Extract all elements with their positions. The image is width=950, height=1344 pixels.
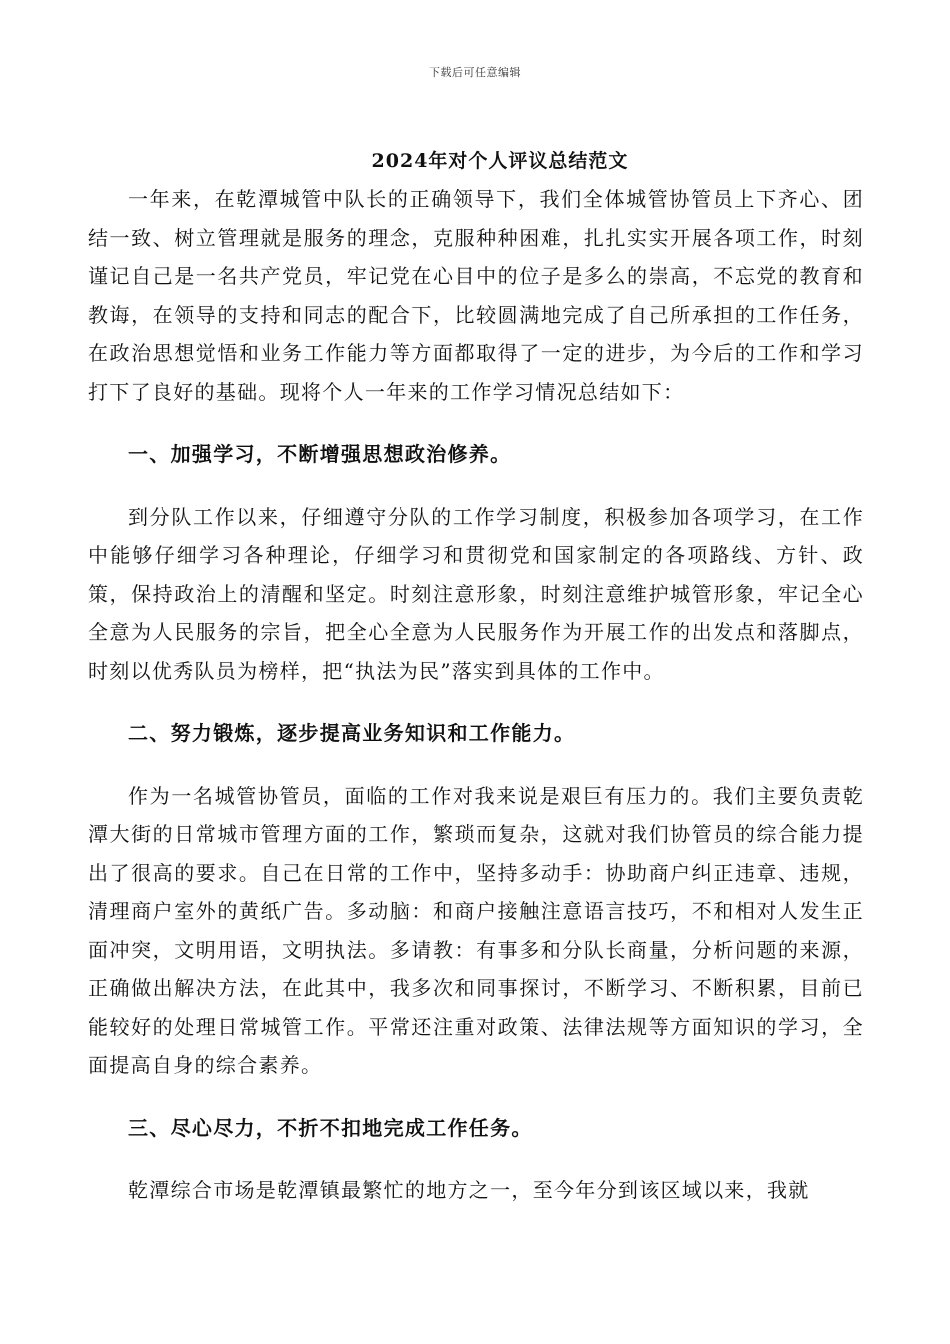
section-spacer (88, 411, 864, 435)
document-title: 2024年对个人评议总结范文 (371, 150, 629, 172)
section-spacer (88, 1147, 864, 1171)
intro-paragraph: 一年来，在乾潭城管中队长的正确领导下，我们全体城管协管员上下齐心、团结一致、树立管理就是服务的理念，克服种种困难，扎扎实实开展各项工作，时刻谨记自己是一名共产党员，牢记党在心目中的位子是多么的崇高，不忘党的教育和教诲，在领导的支持和同志的配合下，比较圆满地完成了自己所承担的工作任务，在政治思想觉悟和业务工作能力等方面都取得了一定的进步，为今后的工作和学习打下了良好的基础。现将个人一年来的工作学习情况总结如下： (88, 187, 864, 404)
section-heading-1: 一、加强学习，不断增强思想政治修养。 (128, 442, 512, 466)
section-spacer (88, 753, 864, 777)
section-heading-3: 三、尽心尽力，不折不扣地完成工作任务。 (128, 1115, 533, 1140)
document-body (88, 180, 864, 1210)
section-body-1: 到分队工作以来，仔细遵守分队的工作学习制度，积极参加各项学习，在工作中能够仔细学习各种理论，仔细学习和贯彻党和国家制定的各项路线、方针、政策，保持政治上的清醒和坚定。时刻注意形象，时刻注意维护城管形象，牢记全心全意为人民服务的宗旨，把全心全意为人民服务作为开展工作的出发点和落脚点，时刻以优秀队员为榜样，把“执法为民”落实到具体的工作中。 (88, 504, 864, 683)
section-spacer (88, 690, 864, 714)
section-body-3: 乾潭综合市场是乾潭镇最繁忙的地方之一，至今年分到该区域以来，我就 (128, 1178, 810, 1202)
section-heading-2: 二、努力锻炼，逐步提高业务知识和工作能力。 (128, 721, 576, 745)
section-body-2: 作为一名城管协管员，面临的工作对我来说是艰巨有压力的。我们主要负责乾潭大街的日常城市管理方面的工作，繁琐而复杂，这就对我们协管员的综合能力提出了很高的要求。自己在日常的工作中，坚持多动手：协助商户纠正违章、违规，清理商户室外的黄纸广告。多动脑：和商户接触注意语言技巧，不和相对人发生正面冲突，文明用语，文明执法。多请教：有事多和分队长商量，分析问题的来源，正确做出解决方法，在此其中，我多次和同事探讨，不断学习、不断积累，目前已能较好的处理日常城管工作。平常还注重对政策、法律法规等方面知识的学习，全面提高自身的综合素养。 (88, 783, 864, 1077)
section-spacer (88, 1085, 864, 1109)
section-spacer (88, 474, 864, 498)
page-header-note: 下载后可任意编辑 (429, 66, 521, 79)
